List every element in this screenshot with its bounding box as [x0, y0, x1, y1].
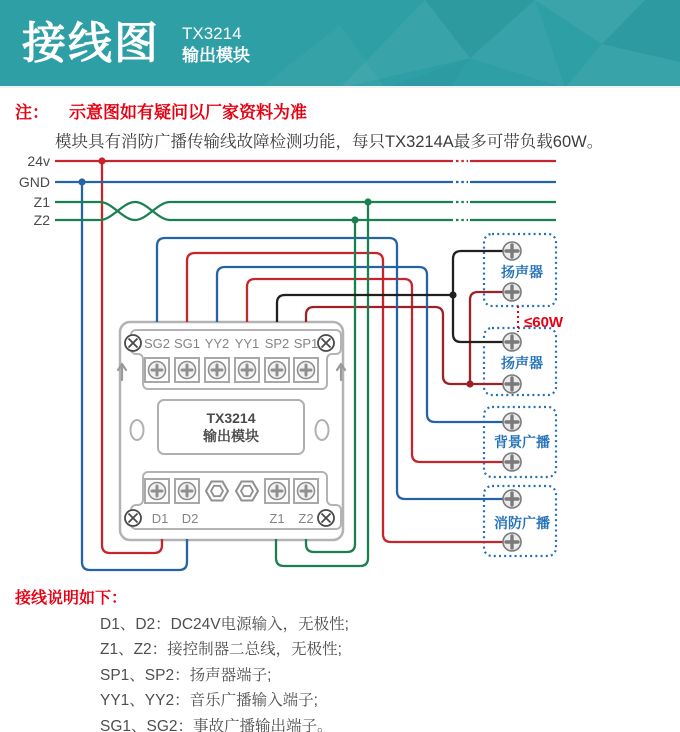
bus-z2 [55, 202, 556, 220]
terminal-screw-icon [175, 479, 199, 503]
terminal-screw-icon [235, 358, 259, 382]
terminal-label-z2: Z2 [298, 511, 314, 526]
module-body [118, 322, 345, 540]
instruction-item-d: D1、D2：DC24V电源输入，无极性; [100, 616, 349, 633]
instruction-item-sp: SP1、SP2：扬声器端子; [100, 666, 272, 684]
wiring-diagram-svg [0, 150, 680, 580]
terminal-screw-icon [205, 358, 229, 382]
terminal-screw-icon [503, 333, 521, 351]
hex-terminal-icon [236, 482, 258, 501]
junction-dot [78, 178, 85, 185]
model-block [182, 19, 250, 69]
mounting-hole-left [131, 420, 144, 440]
terminal-label-yy1: YY1 [234, 336, 260, 351]
speaker-label-2: 扬声器 [501, 355, 543, 371]
hex-terminal-icon [206, 482, 228, 501]
instruction-item-z: Z1、Z2：接控制器二总线，无极性; [100, 641, 342, 659]
dark-red-junctions [466, 380, 473, 387]
terminal-screw-icon [145, 479, 169, 503]
junction-dot [351, 216, 358, 223]
terminal-screw-icon [294, 479, 318, 503]
speaker-label-1: 扬声器 [501, 264, 543, 280]
terminal-label-z1: Z1 [269, 511, 285, 526]
terminal-label-sp2: SP2 [264, 336, 290, 351]
device-boxes [484, 234, 556, 556]
junction-dot [98, 157, 105, 164]
mounting-hole-right [316, 420, 329, 440]
terminal-label-d2: D2 [181, 511, 199, 526]
terminal-screw-icon [265, 358, 289, 382]
terminal-screw-icon [503, 283, 521, 301]
red-junctions [98, 157, 105, 164]
mounting-screw-icon [318, 510, 334, 526]
page-title: 接线图 [22, 19, 160, 68]
terminal-screw-icon [175, 358, 199, 382]
device-screws [503, 242, 521, 551]
junction-dot [364, 198, 371, 205]
model-name: 输出模块 [182, 46, 250, 65]
note-warning-text: 示意图如有疑问以厂家资料为准 [69, 103, 307, 122]
instruction-item-yy: YY1、YY2：音乐广播输入端子; [100, 692, 318, 710]
terminal-label-d1: D1 [151, 511, 169, 526]
junction-dot [449, 291, 456, 298]
module-name-line2: 输出模块 [203, 428, 259, 444]
terminal-label-sg2: SG2 [143, 336, 171, 351]
terminal-screw-icon [503, 490, 521, 508]
terminal-screw-icon [503, 242, 521, 260]
bus-label-z1: Z1 [33, 194, 50, 210]
terminal-screw-icon [145, 358, 169, 382]
wiring-diagram [0, 150, 680, 580]
mounting-screw-icon [125, 510, 141, 526]
bus-z1 [55, 202, 556, 220]
note-label: 注： [15, 103, 49, 122]
note-area [0, 88, 680, 150]
terminal-screw-icon [503, 413, 521, 431]
load-limit-label: ≤60W [524, 314, 564, 331]
terminal-label-sp1: SP1 [293, 336, 319, 351]
junction-dot [466, 380, 473, 387]
terminal-label-yy2: YY2 [204, 336, 230, 351]
module-name-plate [158, 400, 304, 454]
header-banner [0, 0, 680, 88]
terminal-screw-icon [503, 453, 521, 471]
instruction-item-sg: SG1、SG2：事故广播输出端子。 [100, 717, 333, 732]
terminal-screw-icon [265, 479, 289, 503]
background-broadcast-label: 背景广播 [494, 434, 550, 450]
bus-label-24v: 24v [27, 153, 50, 169]
model-number: TX3214 [182, 24, 242, 43]
module-name-line1: TX3214 [206, 410, 256, 426]
bus-label-z2: Z2 [33, 212, 50, 228]
instructions-title: 接线说明如下： [15, 590, 128, 607]
terminal-screw-icon [503, 375, 521, 393]
terminal-label-sg1: SG1 [173, 336, 201, 351]
black-junctions [449, 291, 456, 298]
mounting-screw-icon [318, 335, 334, 351]
bus-z-continuation [456, 202, 468, 220]
mounting-screw-icon [125, 335, 141, 351]
wiring-instructions [0, 580, 680, 732]
fire-broadcast-label: 消防广播 [494, 515, 550, 531]
blue-junctions [78, 178, 85, 185]
note-warning-line [15, 98, 680, 123]
bus-label-gnd: GND [18, 174, 50, 190]
terminal-screw-icon [294, 358, 318, 382]
note-description: 模块具有消防广播传输线故障检测功能，每只TX3214A最多可带负载60W。 [55, 133, 604, 151]
terminal-screw-icon [503, 533, 521, 551]
